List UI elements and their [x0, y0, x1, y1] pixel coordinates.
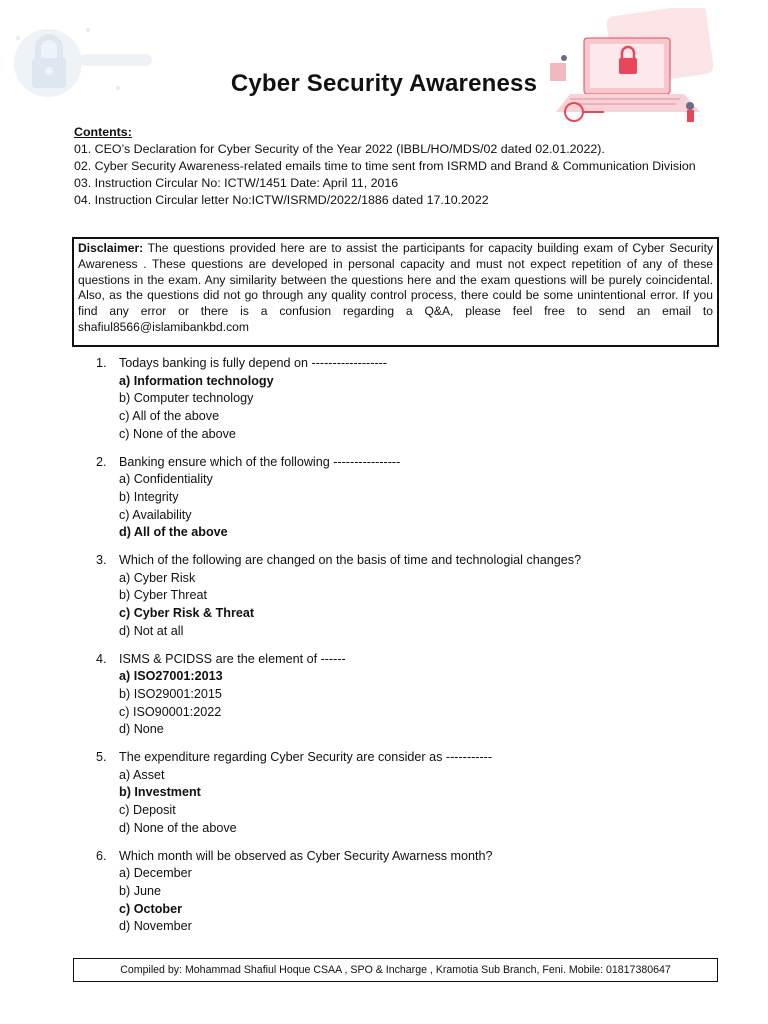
answer-option: d) None of the above [119, 820, 237, 835]
answer-options [96, 373, 716, 444]
question-text: Banking ensure which of the following ---------------- [119, 454, 401, 469]
answer-option: c) ISO90001:2022 [119, 704, 222, 719]
question-number: 1. [96, 356, 107, 370]
question-item [96, 355, 716, 444]
contents-item: 04. Instruction Circular letter No:ICTW/ISRMD/2022/1886 dated 17.10.2022 [74, 193, 489, 207]
answer-option: c) All of the above [119, 409, 220, 424]
question-stem [96, 454, 716, 472]
contents-item: 02. Cyber Security Awareness-related emails time to time sent from ISRMD and Brand & Communication Division [74, 159, 696, 173]
answer-option: d) November [119, 919, 192, 934]
question-item [96, 848, 716, 937]
question-stem [96, 552, 716, 570]
answer-option: c) Availability [119, 507, 192, 522]
question-number: 4. [96, 651, 107, 666]
question-number: 6. [96, 848, 107, 863]
question-text: Which month will be observed as Cyber Security Awarness month? [119, 848, 493, 863]
contents-heading: Contents: [74, 125, 132, 139]
correct-answer-option: c) October [119, 901, 182, 916]
contents-section [74, 124, 717, 209]
answer-option: a) December [119, 866, 192, 881]
disclaimer-box [72, 237, 719, 347]
question-text: The expenditure regarding Cyber Security are consider as ----------- [119, 750, 493, 765]
correct-answer-option: b) Investment [119, 785, 201, 800]
question-stem [96, 355, 716, 373]
answer-option: b) Integrity [119, 489, 179, 504]
answer-option: b) Computer technology [119, 391, 254, 406]
answer-option: b) June [119, 883, 162, 898]
question-stem [96, 848, 716, 866]
answer-options [96, 471, 716, 542]
contents-item: 01. CEO’s Declaration for Cyber Security of the Year 2022 (IBBL/HO/MDS/02 dated 02.01.2022). [74, 142, 605, 156]
question-text: Which of the following are changed on the basis of time and technologial changes? [119, 553, 582, 568]
question-item [96, 454, 716, 543]
question-number: 2. [96, 454, 107, 469]
answer-options [96, 570, 716, 641]
answer-option: a) Confidentiality [119, 472, 213, 487]
question-stem [96, 749, 716, 767]
footer-credit: Compiled by: Mohammad Shafiul Hoque CSAA , SPO & Incharge , Kramotia Sub Branch, Feni. Mobile: 01817380647 [73, 958, 718, 982]
question-number: 5. [96, 750, 107, 765]
answer-option: b) Cyber Threat [119, 588, 207, 603]
answer-option: b) ISO29001:2015 [119, 686, 222, 701]
question-item [96, 651, 716, 740]
answer-option: c) Deposit [119, 803, 176, 818]
question-stem [96, 651, 716, 669]
question-text: ISMS & PCIDSS are the element of ------ [119, 651, 346, 666]
disclaimer-text: The questions provided here are to assist the participants for capacity building exam of Cyber Security Awareness . These questions are developed in personal capacity and must not expect repetition of any of these questions in the exam. Any similarity between the questions here and the exam questions will be purely coincidental. Also, as the questions did not go through any quality control process, there could be some unintentional error. If you find any error or there is a confusion regarding a Q&A, please feel free to send an email to shafiul8566@islamibankbd.com [78, 241, 713, 334]
question-item [96, 552, 716, 641]
answer-option: d) Not at all [119, 623, 184, 638]
correct-answer-option: d) All of the above [119, 525, 228, 540]
answer-options [96, 865, 716, 936]
page-title: Cyber Security Awareness [230, 70, 538, 97]
correct-answer-option: c) Cyber Risk & Threat [119, 606, 255, 621]
answer-option: c) None of the above [119, 426, 236, 441]
answer-options [96, 668, 716, 739]
question-list [96, 355, 716, 946]
question-item [96, 749, 716, 838]
answer-option: d) None [119, 722, 164, 737]
contents-item: 03. Instruction Circular No: ICTW/1451 Date: April 11, 2016 [74, 176, 399, 190]
answer-options [96, 767, 716, 838]
answer-option: a) Asset [119, 767, 165, 782]
correct-answer-option: a) Information technology [119, 373, 274, 388]
answer-option: a) Cyber Risk [119, 570, 196, 585]
disclaimer-label: Disclaimer: [78, 241, 144, 255]
correct-answer-option: a) ISO27001:2013 [119, 669, 223, 684]
question-text: Todays banking is fully depend on ------------------ [119, 356, 388, 370]
question-number: 3. [96, 553, 107, 568]
